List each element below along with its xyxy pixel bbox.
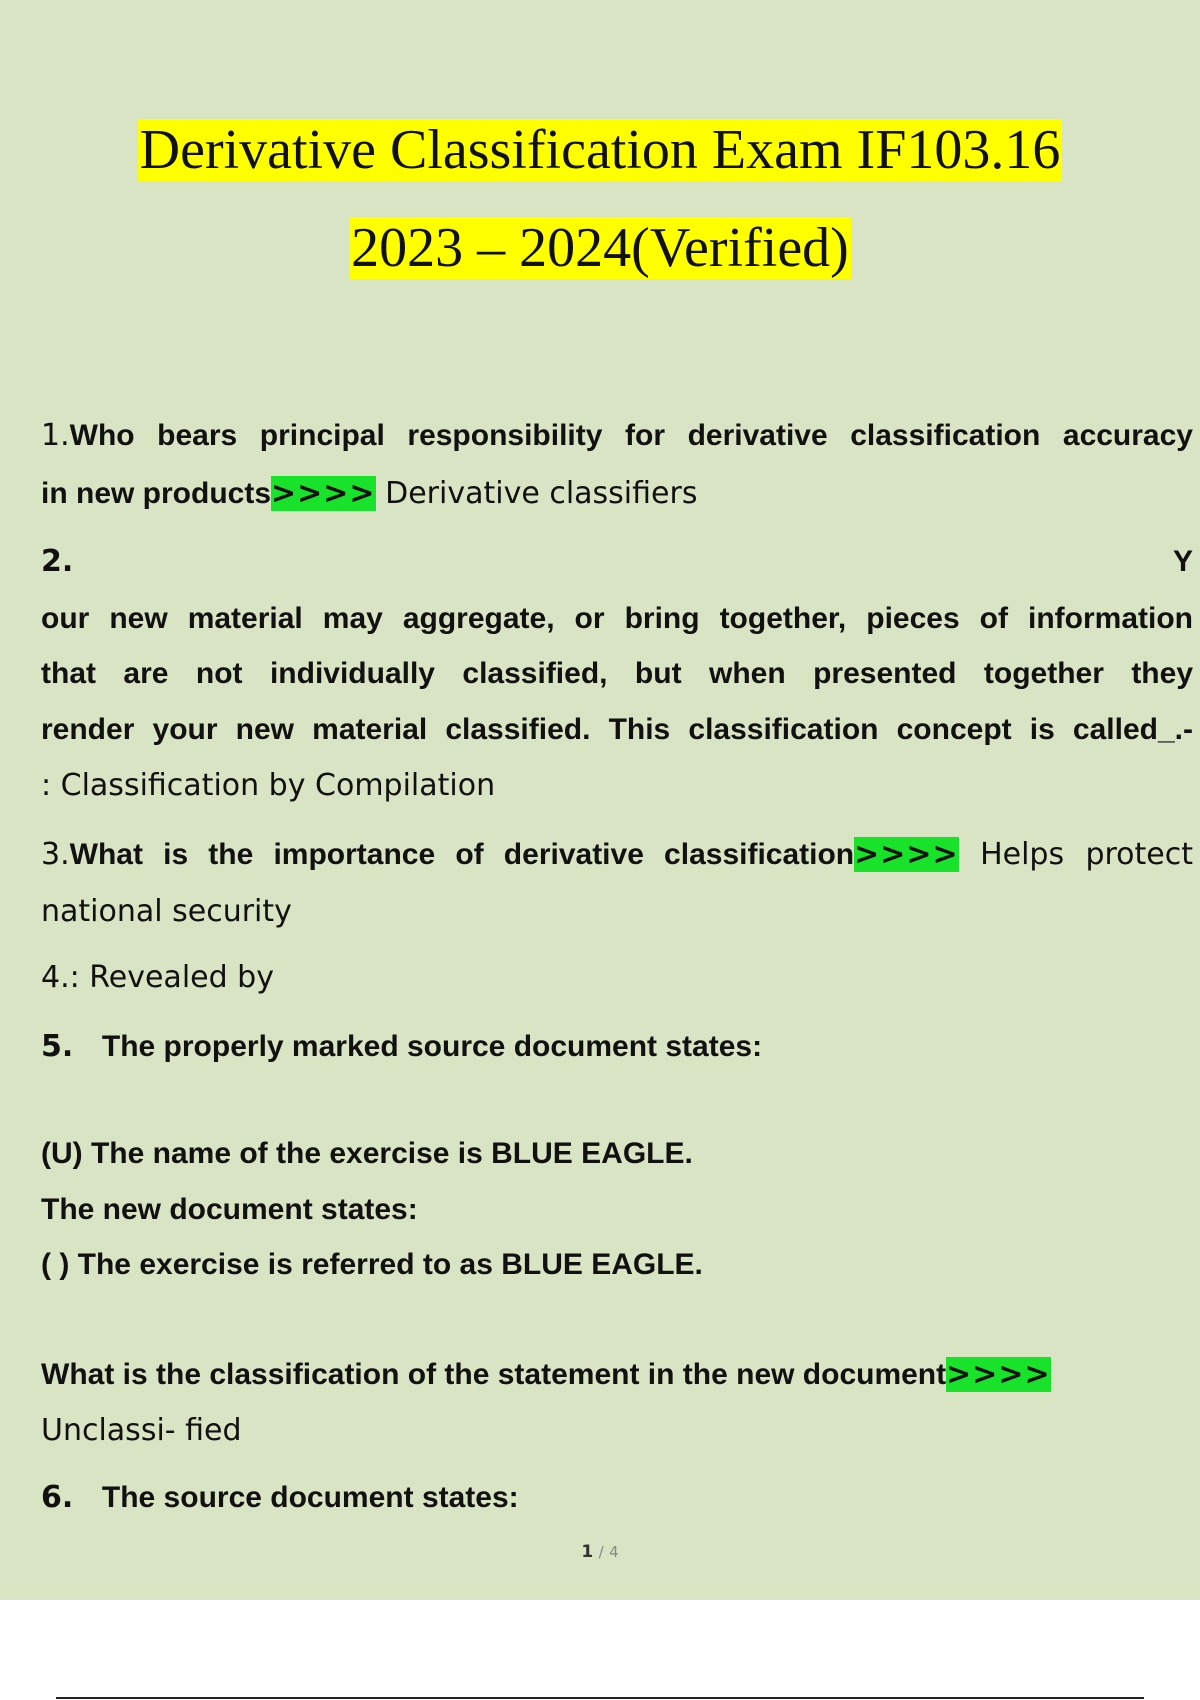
question-1-text: Who bears principal responsibility for derivative classification accuracy xyxy=(69,419,1193,452)
question-2-number-row xyxy=(41,534,1193,590)
question-5-answer: Unclassi- fied xyxy=(41,1413,242,1448)
question-2-line-3: render your new material classified. This classification concept is called_.- xyxy=(41,713,1193,746)
page-separator: / xyxy=(598,1543,604,1561)
question-3-number: 3. xyxy=(41,837,70,872)
question-2-first-letter: Y xyxy=(1172,545,1193,578)
answer-marker: >>>> xyxy=(946,1357,1051,1392)
question-1-number: 1. xyxy=(41,418,70,453)
question-3-line-1 xyxy=(41,827,1193,883)
current-page: 1 xyxy=(581,1542,594,1562)
question-6-number: 6. xyxy=(41,1480,74,1515)
question-3-answer-cont: national security xyxy=(41,894,292,929)
question-2-line-2: that are not individually classified, but when presented together they xyxy=(41,657,1193,690)
new-document-statement: ( ) The exercise is referred to as BLUE EAGLE. xyxy=(41,1248,703,1281)
question-5-question: What is the classification of the statement in the new document xyxy=(41,1358,947,1391)
question-2-line-1: our new material may aggregate, or bring together, pieces of information xyxy=(41,602,1193,635)
question-1-answer: Derivative classifiers xyxy=(385,476,698,511)
question-1-text-cont: in new products xyxy=(41,477,272,510)
question-6-heading: The source document states: xyxy=(101,1481,519,1514)
question-5-heading: The properly marked source document states: xyxy=(101,1030,763,1063)
total-pages: 4 xyxy=(609,1543,619,1561)
question-1-line-2 xyxy=(41,466,1193,522)
question-6-heading-row xyxy=(41,1470,1193,1526)
question-1-line-1 xyxy=(41,408,1193,464)
title-text-1: Derivative Classification Exam IF103.16 xyxy=(139,119,1061,181)
title-line-2 xyxy=(0,216,1200,280)
question-2-answer: : Classification by Compilation xyxy=(41,768,496,803)
question-4: 4.: Revealed by xyxy=(41,960,274,995)
title-line-1 xyxy=(0,118,1200,182)
question-3-answer: Helps protect xyxy=(980,837,1194,872)
answer-marker: >>>> xyxy=(271,476,376,511)
question-3-text: What is the importance of derivative classification xyxy=(69,838,855,871)
source-statement: (U) The name of the exercise is BLUE EAGLE. xyxy=(41,1137,693,1170)
question-5-number: 5. xyxy=(41,1029,74,1064)
answer-marker: >>>> xyxy=(854,837,959,872)
page-indicator xyxy=(0,1542,1200,1562)
question-5-heading-row xyxy=(41,1019,1193,1075)
next-page-rule xyxy=(56,1697,1144,1699)
new-document-label: The new document states: xyxy=(41,1193,418,1226)
question-5-question-row xyxy=(41,1347,1193,1403)
title-text-2: 2023 – 2024(Verified) xyxy=(351,217,849,279)
question-2-number: 2. xyxy=(41,544,74,579)
